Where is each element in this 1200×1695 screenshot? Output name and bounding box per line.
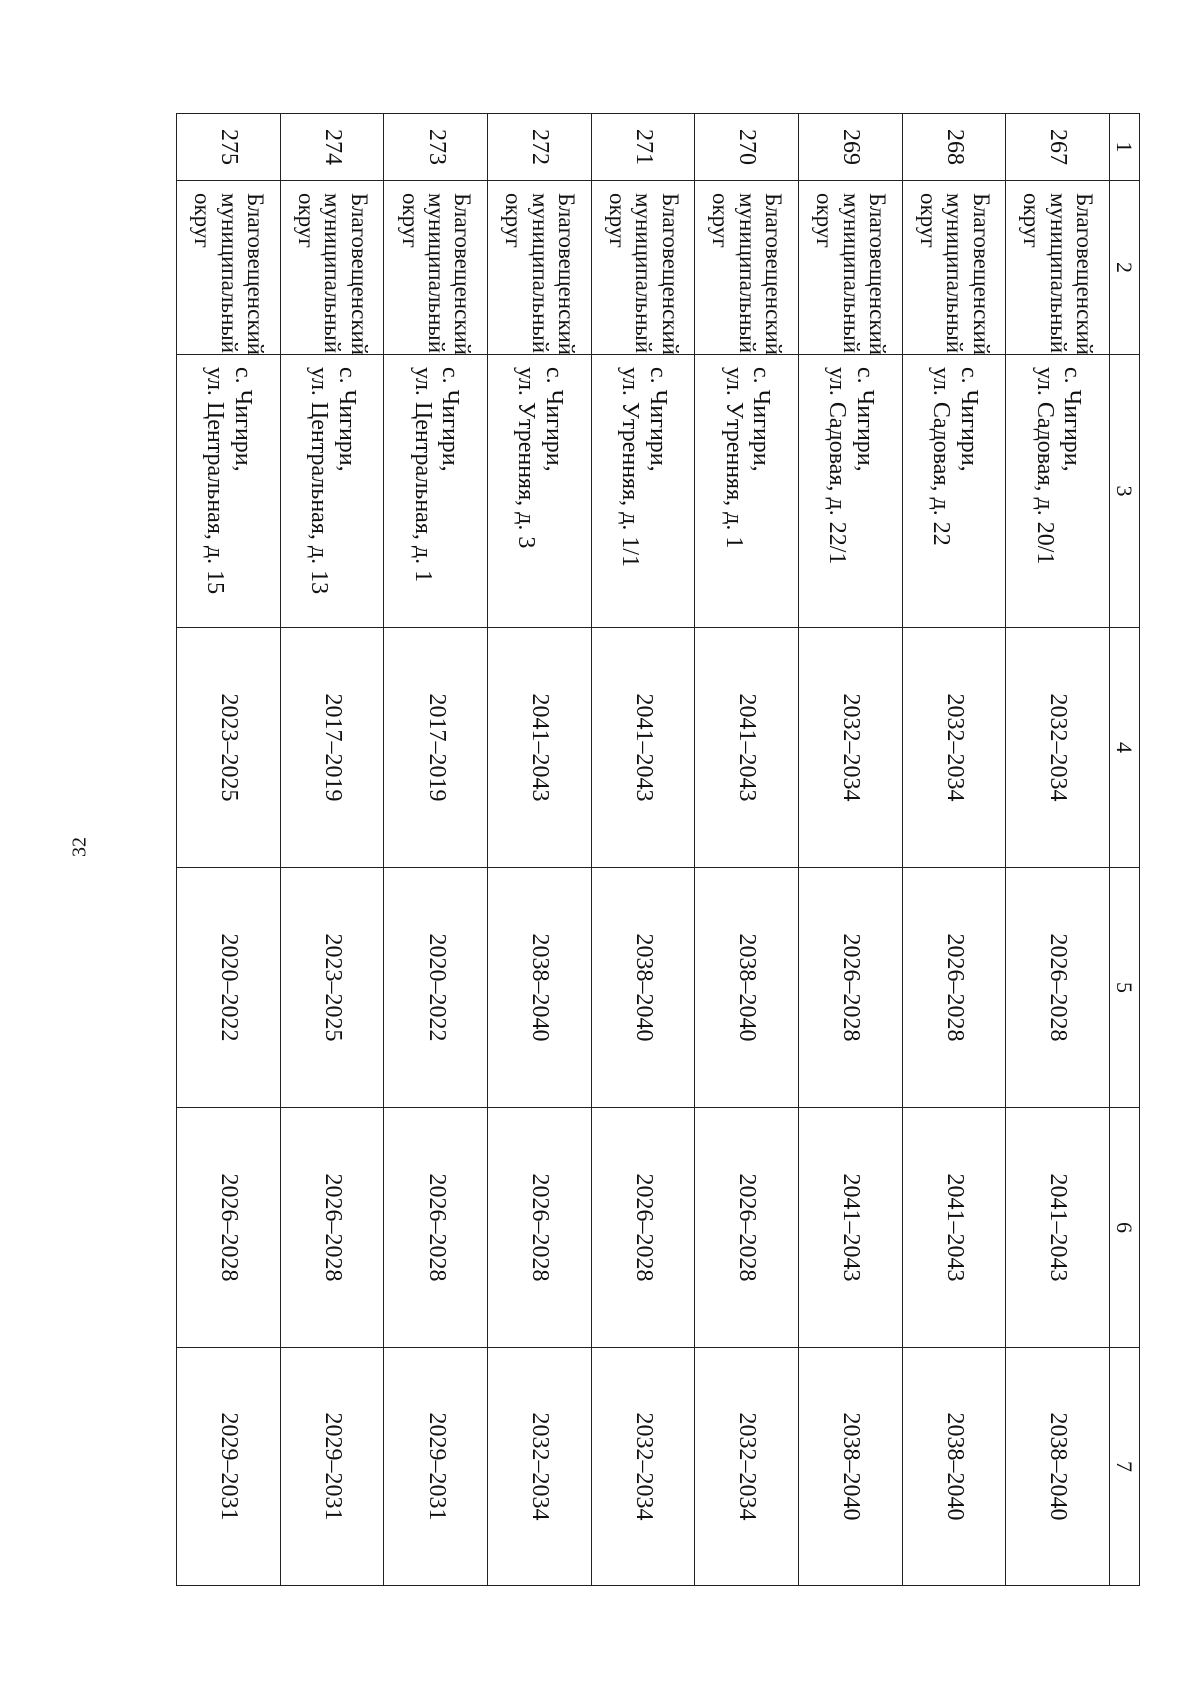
table-row <box>488 114 592 1586</box>
district-line: Благовещенский <box>1072 193 1098 356</box>
address-cell <box>280 355 384 628</box>
address-line: с. Чигири, <box>229 367 256 472</box>
address-line: ул. Утренняя, д. 1/1 <box>617 367 644 567</box>
district-line: Благовещенский <box>243 193 269 356</box>
address-line: ул. Утренняя, д. 3 <box>513 367 540 549</box>
district-cell <box>1006 181 1110 355</box>
period-col-4: 2041–2043 <box>488 628 592 868</box>
column-number-6: 6 <box>1110 1108 1140 1348</box>
column-number-1: 1 <box>1110 114 1140 181</box>
row-number: 275 <box>177 114 281 181</box>
address-line: с. Чигири, <box>437 367 464 472</box>
district-line: Благовещенский <box>554 193 580 356</box>
period-col-6: 2041–2043 <box>902 1108 1006 1348</box>
row-number: 270 <box>695 114 799 181</box>
row-number: 274 <box>280 114 384 181</box>
district-cell <box>902 181 1006 355</box>
address-line: с. Чигири, <box>955 367 982 472</box>
column-number-5: 5 <box>1110 868 1140 1108</box>
address-line: ул. Центральная, д. 13 <box>306 367 333 595</box>
column-number-4: 4 <box>1110 628 1140 868</box>
district-line: Благовещенский <box>346 193 372 356</box>
district-line: округ <box>190 193 216 248</box>
period-col-7: 2029–2031 <box>384 1348 488 1586</box>
period-col-7: 2038–2040 <box>799 1348 903 1586</box>
period-col-5: 2026–2028 <box>902 868 1006 1108</box>
row-number: 273 <box>384 114 488 181</box>
period-col-6: 2026–2028 <box>177 1108 281 1348</box>
address-cell <box>384 355 488 628</box>
row-number: 267 <box>1006 114 1110 181</box>
address-line: с. Чигири, <box>748 367 775 472</box>
district-cell <box>488 181 592 355</box>
address-line: ул. Центральная, д. 1 <box>409 367 436 583</box>
district-cell <box>384 181 488 355</box>
row-number: 269 <box>799 114 903 181</box>
address-cell <box>1006 355 1110 628</box>
district-cell <box>177 181 281 355</box>
period-col-7: 2038–2040 <box>902 1348 1006 1586</box>
district-line: Благовещенский <box>761 193 787 356</box>
address-line: ул. Утренняя, д. 1 <box>720 367 747 549</box>
address-cell <box>695 355 799 628</box>
period-col-5: 2038–2040 <box>488 868 592 1108</box>
district-cell <box>695 181 799 355</box>
district-line: муниципальный <box>320 193 346 354</box>
row-number: 272 <box>488 114 592 181</box>
column-number-row <box>1110 114 1140 1586</box>
district-line: муниципальный <box>1045 193 1071 354</box>
period-col-4: 2041–2043 <box>591 628 695 868</box>
period-col-7: 2032–2034 <box>695 1348 799 1586</box>
address-line: ул. Садовая, д. 22/1 <box>824 367 851 565</box>
district-line: муниципальный <box>216 193 242 354</box>
district-line: округ <box>1019 193 1045 248</box>
period-col-7: 2032–2034 <box>591 1348 695 1586</box>
address-line: ул. Садовая, д. 20/1 <box>1031 367 1058 565</box>
district-line: муниципальный <box>631 193 657 354</box>
district-line: округ <box>708 193 734 248</box>
district-line: муниципальный <box>423 193 449 354</box>
address-line: с. Чигири, <box>333 367 360 472</box>
district-cell <box>280 181 384 355</box>
table-row <box>799 114 903 1586</box>
district-line: округ <box>812 193 838 248</box>
period-col-7: 2029–2031 <box>177 1348 281 1586</box>
period-col-4: 2023–2025 <box>177 628 281 868</box>
period-col-4: 2032–2034 <box>799 628 903 868</box>
address-cell <box>488 355 592 628</box>
district-line: округ <box>604 193 630 248</box>
period-col-5: 2038–2040 <box>591 868 695 1108</box>
district-line: Благовещенский <box>865 193 891 356</box>
district-line: округ <box>501 193 527 248</box>
period-col-5: 2020–2022 <box>384 868 488 1108</box>
district-cell <box>799 181 903 355</box>
address-line: с. Чигири, <box>1059 367 1086 472</box>
period-col-5: 2026–2028 <box>1006 868 1110 1108</box>
district-line: Благовещенский <box>968 193 994 356</box>
period-col-5: 2023–2025 <box>280 868 384 1108</box>
period-col-6: 2026–2028 <box>695 1108 799 1348</box>
period-col-4: 2017–2019 <box>280 628 384 868</box>
address-line: ул. Центральная, д. 15 <box>202 367 229 595</box>
period-col-6: 2026–2028 <box>488 1108 592 1348</box>
period-col-4: 2032–2034 <box>1006 628 1110 868</box>
row-number: 271 <box>591 114 695 181</box>
period-col-5: 2038–2040 <box>695 868 799 1108</box>
period-col-4: 2041–2043 <box>695 628 799 868</box>
period-col-6: 2026–2028 <box>280 1108 384 1348</box>
district-line: муниципальный <box>527 193 553 354</box>
address-line: с. Чигири, <box>644 367 671 472</box>
period-col-7: 2029–2031 <box>280 1348 384 1586</box>
period-col-7: 2038–2040 <box>1006 1348 1110 1586</box>
table-row <box>280 114 384 1586</box>
period-col-5: 2020–2022 <box>177 868 281 1108</box>
row-number: 268 <box>902 114 1006 181</box>
table-row <box>902 114 1006 1586</box>
address-cell <box>799 355 903 628</box>
district-line: округ <box>397 193 423 248</box>
district-line: округ <box>293 193 319 248</box>
column-number-3: 3 <box>1110 355 1140 628</box>
period-col-6: 2026–2028 <box>384 1108 488 1348</box>
address-line: ул. Садовая, д. 22 <box>928 367 955 546</box>
period-col-5: 2026–2028 <box>799 868 903 1108</box>
district-line: муниципальный <box>942 193 968 354</box>
page-number: 32 <box>68 837 91 857</box>
table-row <box>384 114 488 1586</box>
period-col-4: 2017–2019 <box>384 628 488 868</box>
period-col-6: 2041–2043 <box>1006 1108 1110 1348</box>
district-line: муниципальный <box>734 193 760 354</box>
address-line: с. Чигири, <box>540 367 567 472</box>
address-cell <box>591 355 695 628</box>
period-col-6: 2041–2043 <box>799 1108 903 1348</box>
rotated-table-container <box>176 113 1140 1585</box>
column-number-2: 2 <box>1110 181 1140 355</box>
district-cell <box>591 181 695 355</box>
district-line: муниципальный <box>838 193 864 354</box>
address-cell <box>902 355 1006 628</box>
district-line: округ <box>915 193 941 248</box>
district-line: Благовещенский <box>450 193 476 356</box>
period-col-4: 2032–2034 <box>902 628 1006 868</box>
address-line: с. Чигири, <box>851 367 878 472</box>
district-line: Благовещенский <box>657 193 683 356</box>
column-number-7: 7 <box>1110 1348 1140 1586</box>
table-row <box>1006 114 1110 1586</box>
table-row <box>177 114 281 1586</box>
table-row <box>591 114 695 1586</box>
address-cell <box>177 355 281 628</box>
period-col-6: 2026–2028 <box>591 1108 695 1348</box>
schedule-table <box>176 113 1140 1586</box>
period-col-7: 2032–2034 <box>488 1348 592 1586</box>
table-row <box>695 114 799 1586</box>
